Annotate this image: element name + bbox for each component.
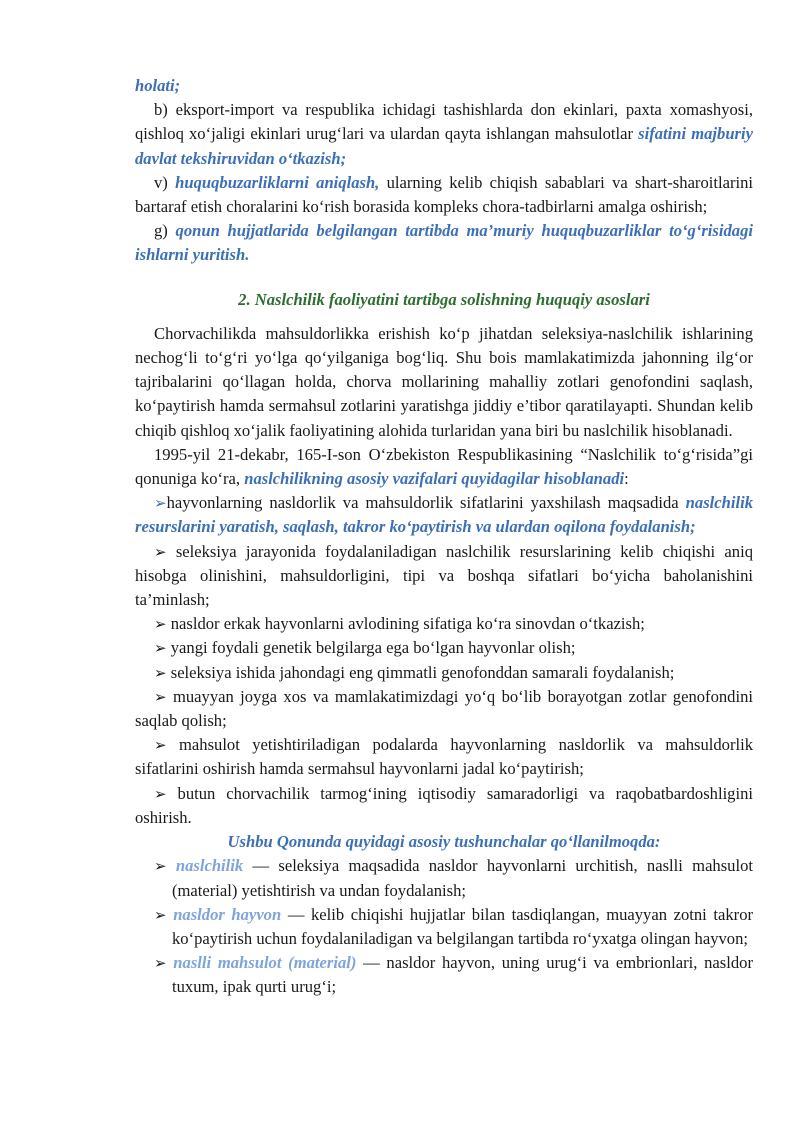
bullet-item [135, 491, 753, 539]
bullet-item [135, 612, 753, 636]
paragraph-b [135, 98, 753, 171]
arrow-bullet-icon: ➢ [154, 663, 167, 682]
highlight-text: huquqbuzarliklarni aniqlash, [175, 172, 380, 192]
paragraph-text: 1995-yil 21-dekabr, 165-I-son O‘zbekiston Respublikasining “Naslchilik to‘g‘risida”gi qonuniga ko‘ra, [135, 444, 753, 489]
arrow-bullet-icon: ➢ [154, 784, 167, 803]
highlight-text: naslchilikning asosiy vazifalari quyidagilar hisoblanadi [244, 469, 625, 489]
bullet-item [135, 782, 753, 830]
definition-term: naslchilik [175, 856, 244, 876]
arrow-bullet-icon: ➢ [154, 639, 167, 658]
bullet-item [135, 685, 753, 733]
definition-text: — seleksiya maqsadida nasldor hayvonlarni urchitish, naslli mahsulot (material) yetishtirish va undan foydalanish; [172, 856, 753, 900]
definition-item [135, 951, 753, 999]
highlight-text: naslchilik resurslarini yaratish, saqlash, takror ko‘paytirish va ulardan oqilona foydalanish; [135, 493, 753, 537]
bullet-text: seleksiya ishida jahondagi eng qimmatli genofonddan samarali foydalanish; [170, 662, 675, 682]
bullet-text: yangi foydali genetik belgilarga ega bo‘lgan hayvonlar olish; [170, 638, 576, 658]
arrow-bullet-icon: ➢ [154, 905, 167, 924]
bullet-text: muayyan joyga xos va mamlakatimizdagi yo‘q bo‘lib borayotgan zotlar genofondini saqlab qolish; [135, 686, 753, 731]
paragraph-text: : [624, 469, 629, 489]
definition-item [135, 903, 753, 951]
paragraph-text: g) [154, 221, 176, 241]
arrow-bullet-icon: ➢ [154, 857, 167, 876]
paragraph-text: ularning kelib chiqish sabablari va shart-sharoitlarini bartaraf etish choralarini ko‘rish borasida kompleks chora-tadbirlarni amalga oshirish; [135, 172, 753, 217]
paragraph-text: v) [154, 172, 176, 192]
document-body [135, 74, 753, 1000]
bullet-text: butun chorvachilik tarmog‘ining iqtisodiy samaradorligi va raqobatbardoshligini oshirish. [135, 783, 753, 827]
highlight-text: holati; [135, 76, 181, 95]
bullet-text: nasldor erkak hayvonlarni avlodining sifatiga ko‘ra sinovdan o‘tkazish; [170, 614, 645, 634]
arrow-bullet-icon: ➢ [154, 542, 167, 561]
bullet-text: hayvonlarning nasldorlik va mahsuldorlik sifatlarini yaxshilash maqsadida [166, 493, 686, 513]
highlight-text: sifatini majburiy davlat tekshiruvidan o‘tkazish; [135, 124, 753, 168]
arrow-bullet-icon: ➢ [154, 494, 167, 513]
definition-text: — nasldor hayvon, uning urug‘i va embrionlari, nasldor tuxum, ipak qurti urug‘i; [172, 953, 753, 997]
arrow-bullet-icon: ➢ [154, 736, 167, 755]
definition-term: naslli mahsulot (material) [173, 953, 357, 973]
bullet-item [135, 540, 753, 613]
section-heading: 2. Naslchilik faoliyatini tartibga solishning huquqiy asoslari [238, 289, 650, 309]
arrow-bullet-icon: ➢ [154, 954, 167, 973]
bullet-item [135, 636, 753, 660]
definition-text: — kelib chiqishi hujjatlar bilan tasdiqlangan, muayyan zotni takror ko‘paytirish uchun foydalaniladigan va belgilangan tartibda ro‘yxatga olingan hayvon; [172, 904, 754, 948]
highlight-text: qonun hujjatlarida belgilangan tartibda ma’muriy huquqbuzarliklar to‘g‘risidagi ishlarni yuritish. [135, 221, 753, 265]
paragraph-intro: Chorvachilikda mahsuldorlikka erishish ko‘p jihatdan seleksiya-naslchilik ishlarining nechog‘li to‘g‘ri yo‘lga qo‘yilganiga bog‘liq. Shu bois mamlakatimizda jahonning ilg‘or tajribalarini qo‘llagan holda, chorva mollarining mahalliy zotlari genofondini saqlash, ko‘paytirish hamda sermahsul zotlarini yaratishga jiddiy e’tibor qaratilayapti. Shundan kelib chiqib qishloq xo‘jalik faoliyatining alohida turlaridan yana biri bu naslchilik hisoblanadi. [135, 323, 753, 440]
paragraph-g [135, 219, 753, 267]
paragraph-v [135, 171, 753, 219]
arrow-bullet-icon: ➢ [154, 687, 167, 706]
paragraph-text: b) eksport-import va respublika ichidagi tashishlarda don ekinlari, paxta xomashyosi, qishloq xo‘jaligi ekinlari urug‘lari va ulardan qayta ishlangan mahsulotlar [135, 100, 753, 144]
paragraph-holati [135, 74, 753, 98]
paragraph-law [135, 443, 753, 491]
definition-item [135, 854, 753, 902]
bullet-item [135, 733, 753, 781]
bullet-item [135, 661, 753, 685]
definition-term: nasldor hayvon [173, 904, 282, 924]
bullet-text: seleksiya jarayonida foydalaniladigan naslchilik resurslarining kelib chiqishi aniq hisobga olinishini, mahsuldorligini, tipi va boshqa sifatlari bo‘yicha baholanishini ta’minlash; [135, 541, 753, 610]
subheading: Ushbu Qonunda quyidagi asosiy tushunchalar qo‘llanilmoqda: [227, 832, 661, 852]
arrow-bullet-icon: ➢ [154, 615, 167, 634]
bullet-text: mahsulot yetishtiriladigan podalarda hayvonlarning nasldorlik va mahsuldorlik sifatlarini oshirish hamda sermahsul hayvonlarni jadal ko‘paytirish; [135, 735, 754, 779]
